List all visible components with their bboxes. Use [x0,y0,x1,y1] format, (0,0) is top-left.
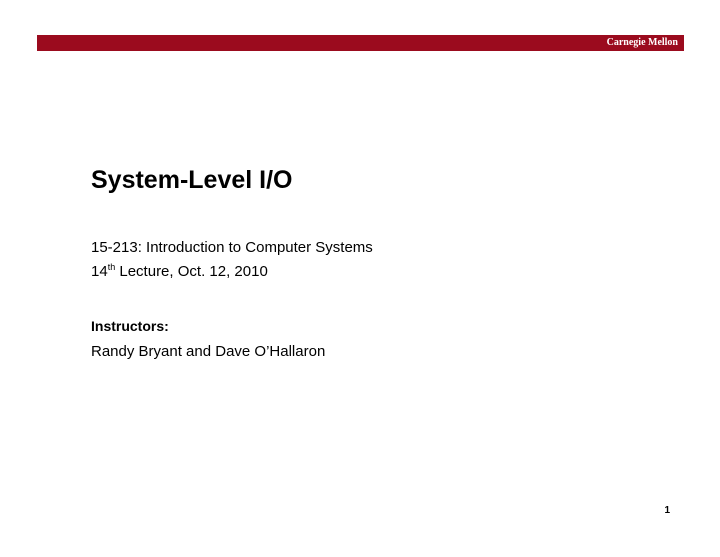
slide-title: System-Level I/O [91,166,293,194]
lecture-info [91,262,268,282]
lecture-number: 14 [91,263,108,280]
instructors-label: Instructors: [91,318,169,334]
course-name: 15-213: Introduction to Computer Systems [91,239,373,256]
brand-label: Carnegie Mellon [606,37,678,48]
instructors-names: Randy Bryant and Dave O’Hallaron [91,343,326,360]
lecture-ordinal-suffix: th [107,262,116,272]
header-bar [37,35,684,51]
lecture-date: Lecture, Oct. 12, 2010 [115,263,268,280]
page-number: 1 [664,505,670,516]
